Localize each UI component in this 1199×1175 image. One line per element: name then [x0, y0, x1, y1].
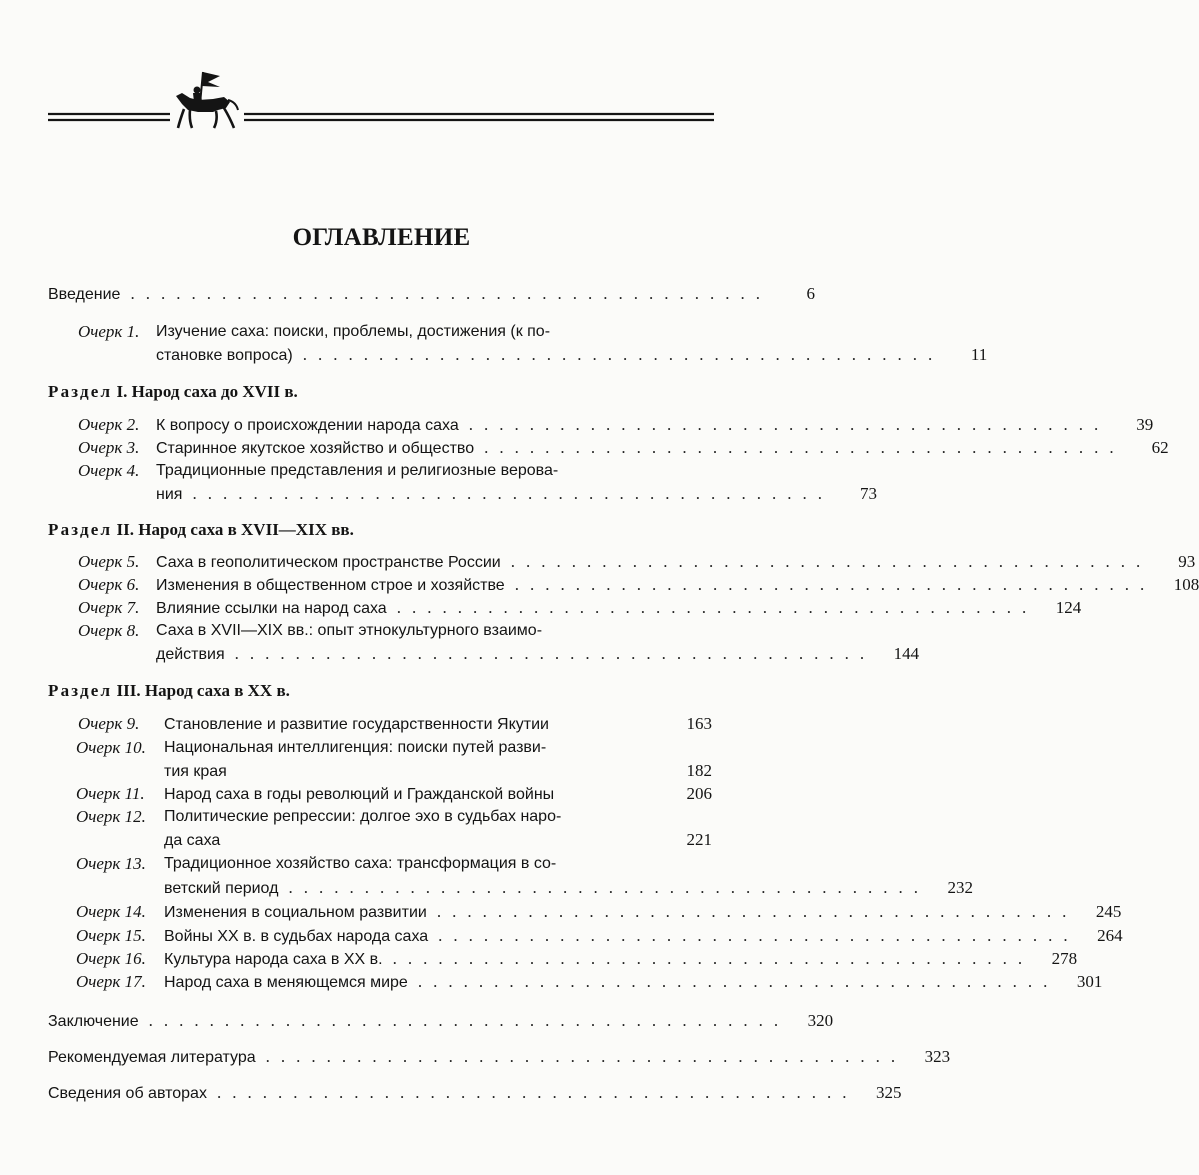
- horseman-with-banner-icon: [176, 72, 238, 128]
- chapter-title: Изменения в общественном строе и хозяйстве: [156, 577, 505, 594]
- toc-entry-ch11[interactable]: [48, 783, 712, 806]
- toc-page-number: 163: [686, 714, 712, 733]
- chapter-title-line1: Саха в XVII—XIX вв.: опыт этнокультурного взаимо-: [156, 622, 543, 639]
- chapter-number: Очерк 3.: [78, 438, 140, 457]
- toc-entry-label: Сведения об авторах: [48, 1085, 207, 1102]
- toc-page-number: 6: [806, 284, 815, 303]
- chapter-number: Очерк 13.: [76, 854, 146, 873]
- chapter-title: Влияние ссылки на народ саха: [156, 600, 387, 617]
- leader-dots: ..........................................: [265, 1047, 907, 1066]
- chapter-title-line2: да саха: [164, 832, 221, 849]
- toc-page-number: 232: [947, 878, 973, 897]
- toc-page-number: 206: [686, 784, 712, 803]
- chapter-title: Войны XX в. в судьбах народа саха: [164, 928, 429, 945]
- chapter-title: К вопросу о происхождении народа саха: [156, 417, 459, 434]
- chapter-number: Очерк 16.: [76, 949, 146, 968]
- leader-dots: ..........................................: [302, 345, 944, 364]
- leader-dots: ..........................................: [130, 284, 771, 303]
- section-title: II. Народ саха в XVII—XIX вв.: [116, 520, 354, 539]
- chapter-number: Очерк 14.: [76, 902, 146, 921]
- chapter-number: Очерк 12.: [76, 807, 146, 826]
- chapter-number: Очерк 11.: [76, 784, 145, 803]
- chapter-number: Очерк 17.: [76, 972, 146, 991]
- leader-dots: ..........................................: [392, 949, 1034, 968]
- toc-entry-label: Введение: [48, 286, 121, 303]
- chapter-number: Очерк 5.: [78, 552, 140, 571]
- leader-dots: ..........................................: [436, 902, 1078, 921]
- chapter-title-line2: ветский период: [164, 880, 279, 897]
- toc-page-number: 144: [893, 644, 920, 663]
- leader-dots: ..........................................: [484, 438, 1125, 457]
- section-heading-3: [48, 680, 712, 702]
- toc-page-number: 325: [875, 1083, 902, 1102]
- chapter-number: Очерк 15.: [76, 926, 146, 945]
- toc-page-number: 73: [859, 484, 877, 503]
- toc-page-number: 264: [1097, 926, 1123, 945]
- toc-entry-conclusion[interactable]: [48, 1010, 834, 1033]
- chapter-title-line1: Традиционные представления и религиозные верова-: [156, 462, 559, 479]
- page-title: ОГЛАВЛЕНИЕ: [292, 224, 471, 251]
- chapter-title: Саха в геополитическом пространстве России: [156, 554, 501, 571]
- toc-entry-ch7[interactable]: [48, 597, 1082, 620]
- toc-page-number: 93: [1178, 552, 1196, 571]
- toc-entry-ch4-cont[interactable]: [48, 483, 877, 506]
- leader-dots: ..........................................: [192, 484, 833, 503]
- leader-dots: ..........................................: [288, 878, 929, 897]
- toc-entry-ch3[interactable]: [48, 437, 1169, 460]
- toc-page-number: 124: [1055, 598, 1082, 617]
- toc-entry-ch12-cont[interactable]: [48, 829, 712, 852]
- chapter-title-line2: ния: [156, 486, 183, 503]
- leader-dots: ..........................................: [514, 575, 1156, 594]
- chapter-title: Старинное якутское хозяйство и общество: [156, 440, 475, 457]
- toc-entry-ch5[interactable]: [48, 551, 1196, 574]
- toc-page-number: 62: [1151, 438, 1169, 457]
- section-title: I. Народ саха до XVII в.: [116, 382, 298, 401]
- toc-page-number: 320: [807, 1011, 834, 1030]
- toc-page-number: 278: [1051, 949, 1078, 968]
- toc-entry-ch9[interactable]: [48, 713, 712, 736]
- toc-page-number: 108: [1173, 575, 1199, 594]
- chapter-title: Народ саха в меняющемся мире: [164, 974, 408, 991]
- toc-entry-label: Рекомендуемая литература: [48, 1049, 256, 1066]
- chapter-title-line2: действия: [156, 646, 225, 663]
- toc-entry-ch8-cont[interactable]: [48, 643, 920, 666]
- toc-entry-ch10-cont[interactable]: [48, 760, 712, 783]
- chapter-title-line1: Политические репрессии: долгое эхо в судьбах наро-: [164, 808, 562, 825]
- toc-entry-ch2[interactable]: [48, 414, 1154, 437]
- chapter-number: Очерк 6.: [78, 575, 140, 594]
- leader-dots: ..........................................: [396, 598, 1038, 617]
- toc-page-number: 39: [1136, 415, 1154, 434]
- toc-entry-ch15[interactable]: [48, 925, 1123, 948]
- toc-entry-ch17[interactable]: [48, 971, 1103, 994]
- chapter-number: Очерк 1.: [78, 322, 140, 341]
- section-heading-2: [48, 519, 712, 541]
- section-word: Раздел: [48, 520, 113, 539]
- chapter-number: Очерк 9.: [78, 714, 140, 733]
- chapter-title-line2: становке вопроса): [156, 347, 293, 364]
- toc-entry-ch13-cont[interactable]: [48, 877, 973, 900]
- chapter-title: Становление и развитие государственности Якутии: [164, 716, 549, 733]
- toc-entry-label: Заключение: [48, 1013, 139, 1030]
- toc-entry-ch14[interactable]: [48, 901, 1122, 924]
- chapter-title-line1: Национальная интеллигенция: поиски путей разви-: [164, 739, 547, 756]
- chapter-title-line1: Изучение саха: поиски, проблемы, достижения (к по-: [156, 323, 551, 340]
- section-title: III. Народ саха в XX в.: [116, 681, 290, 700]
- toc-page-number: 11: [970, 345, 988, 364]
- chapter-title: Народ саха в годы революций и Гражданской войны: [164, 786, 555, 803]
- leader-dots: ..........................................: [510, 552, 1152, 571]
- toc-entry-literature[interactable]: [48, 1046, 951, 1069]
- toc-page-number: 301: [1076, 972, 1103, 991]
- chapter-number: Очерк 10.: [76, 738, 146, 757]
- leader-dots: ..........................................: [468, 415, 1110, 434]
- toc-entry-ch6[interactable]: [48, 574, 1199, 597]
- section-word: Раздел: [48, 681, 113, 700]
- chapter-number: Очерк 4.: [78, 461, 140, 480]
- chapter-number: Очерк 2.: [78, 415, 140, 434]
- chapter-number: Очерк 8.: [78, 621, 140, 640]
- toc-page-number: 221: [686, 830, 712, 849]
- toc-page-number: 245: [1095, 902, 1122, 921]
- toc-page-number: 323: [924, 1047, 951, 1066]
- chapter-title: Культура народа саха в XX в.: [164, 951, 383, 968]
- section-word: Раздел: [48, 382, 113, 401]
- chapter-number: Очерк 7.: [78, 598, 140, 617]
- section-heading-1: [48, 381, 712, 403]
- toc-entry-authors[interactable]: [48, 1082, 902, 1105]
- toc-entry-intro[interactable]: [48, 283, 815, 306]
- header-emblem-rule: [48, 62, 714, 142]
- leader-dots: ..........................................: [417, 972, 1059, 991]
- leader-dots: ..........................................: [438, 926, 1079, 945]
- toc-entry-ch16[interactable]: [48, 948, 1078, 971]
- leader-dots: ..........................................: [148, 1011, 790, 1030]
- chapter-title-line1: Традиционное хозяйство саха: трансформация в со-: [164, 855, 557, 872]
- toc-entry-ch1-cont[interactable]: [48, 344, 988, 367]
- toc-page-number: 182: [686, 761, 712, 780]
- chapter-title: Изменения в социальном развитии: [164, 904, 427, 921]
- leader-dots: ..........................................: [216, 1083, 858, 1102]
- chapter-title-line2: тия края: [164, 763, 227, 780]
- leader-dots: ..........................................: [234, 644, 876, 663]
